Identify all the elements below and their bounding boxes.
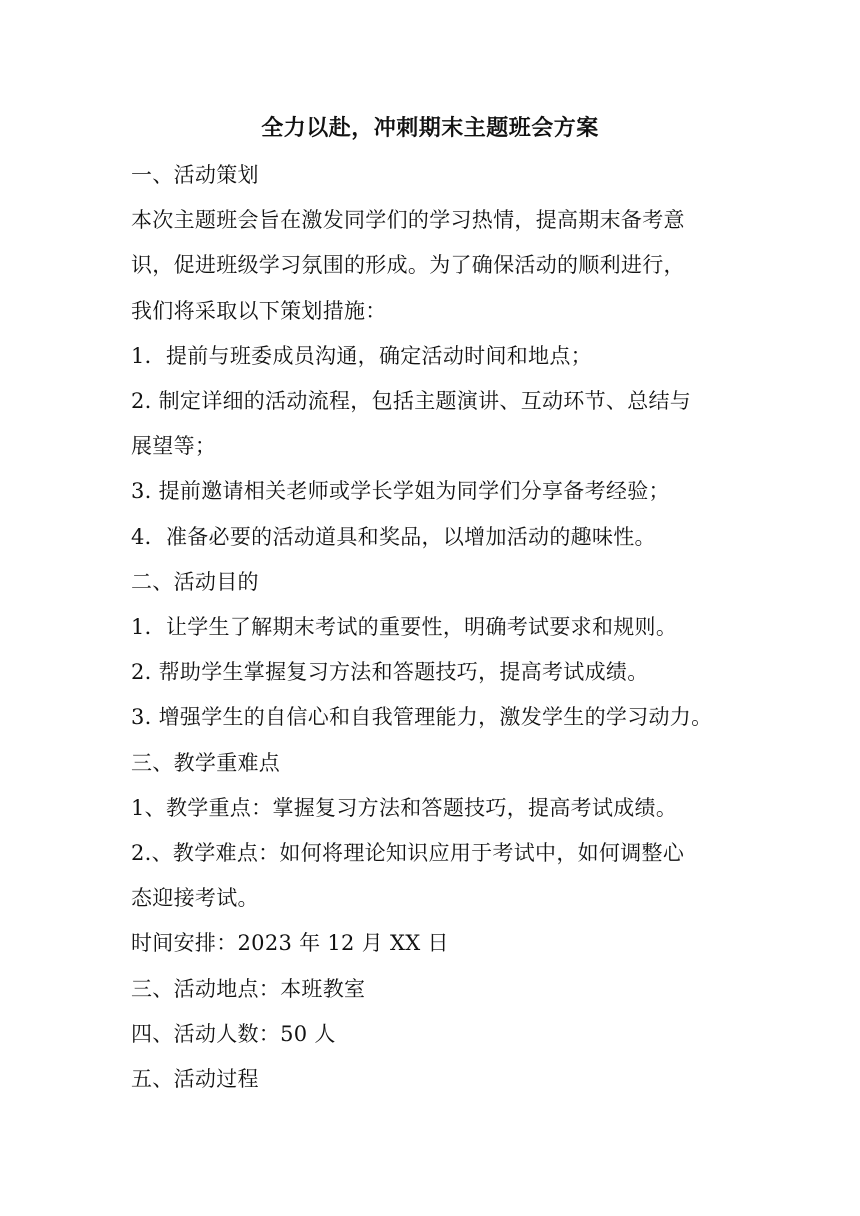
list-item-continuation: 展望等； [131, 434, 217, 459]
section-heading-purpose: 二、活动目的 [131, 569, 259, 594]
list-item: 2. 帮助学生掌握复习方法和答题技巧，提高考试成绩。 [131, 660, 649, 685]
list-item-continuation: 态迎接考试。 [131, 886, 259, 911]
list-item: 2.、教学难点：如何将理论知识应用于考试中，如何调整心 [131, 841, 685, 866]
section-heading-key-points: 三、教学重难点 [131, 750, 281, 775]
section-heading-attendance: 四、活动人数：50 人 [131, 1021, 336, 1046]
section-heading-location: 三、活动地点：本班教室 [131, 976, 366, 1001]
schedule-line: 时间安排：2023 年 12 月 XX 日 [131, 931, 449, 956]
section-heading-process: 五、活动过程 [131, 1067, 259, 1092]
paragraph-line: 本次主题班会旨在激发同学们的学习热情，提高期末备考意 [131, 208, 685, 233]
document-body [131, 153, 741, 1102]
list-item: 1．提前与班委成员沟通，确定活动时间和地点； [131, 343, 592, 368]
section-heading-planning: 一、活动策划 [131, 163, 259, 187]
list-item: 2. 制定详细的活动流程，包括主题演讲、互动环节、总结与 [131, 389, 692, 414]
list-item: 3. 提前邀请相关老师或学长学姐为同学们分享备考经验； [131, 479, 670, 504]
document-title: 全力以赴，冲刺期末主题班会方案 [261, 115, 599, 141]
list-item: 3. 增强学生的自信心和自我管理能力，激发学生的学习动力。 [131, 705, 713, 730]
list-item: 1．让学生了解期末考试的重要性，明确考试要求和规则。 [131, 615, 678, 640]
list-item: 4．准备必要的活动道具和奖品，以增加活动的趣味性。 [131, 524, 656, 549]
list-item: 1、教学重点：掌握复习方法和答题技巧，提高考试成绩。 [131, 795, 678, 820]
paragraph-line: 我们将采取以下策划措施： [131, 298, 387, 323]
paragraph-line: 识，促进班级学习氛围的形成。为了确保活动的顺利进行， [131, 253, 685, 278]
